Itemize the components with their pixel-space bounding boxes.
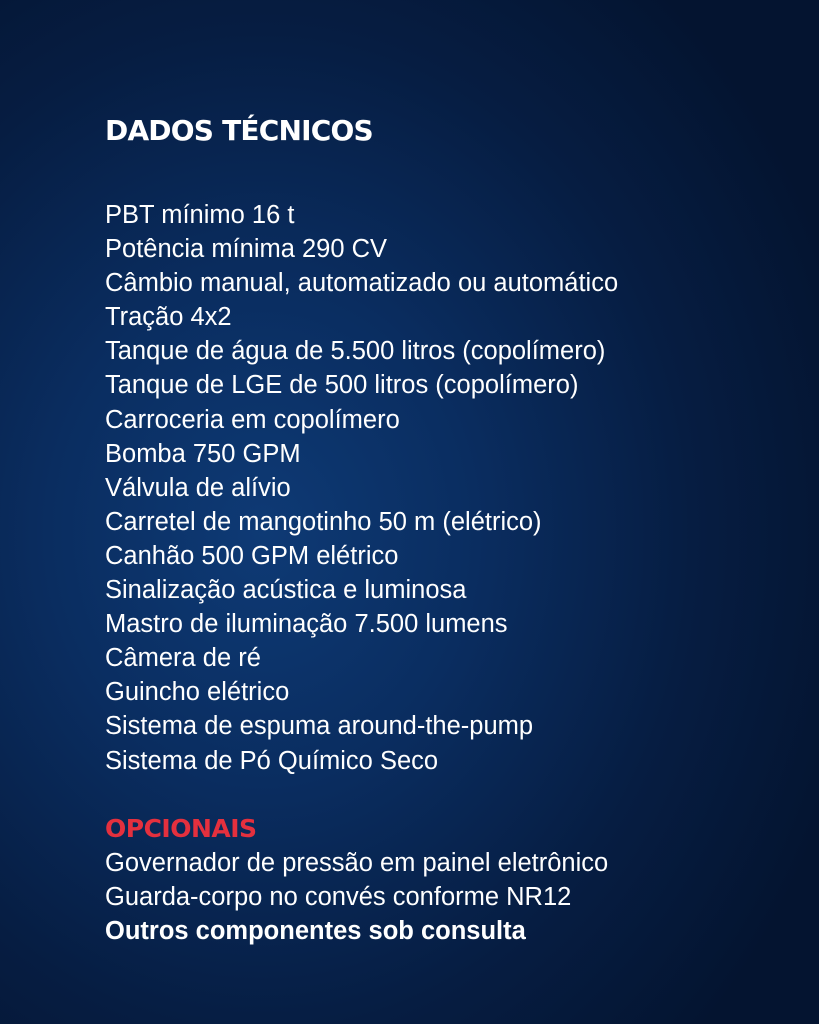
spec-item: PBT mínimo 16 t bbox=[105, 201, 295, 229]
specs-title: DADOS TÉCNICOS bbox=[105, 114, 373, 147]
consult-note: Outros componentes sob consulta bbox=[105, 917, 526, 946]
technical-sheet bbox=[105, 112, 785, 946]
spec-item: Sistema de Pó Químico Seco bbox=[105, 746, 439, 775]
spec-item: Sinalização acústica e luminosa bbox=[105, 576, 467, 605]
spec-item: Guincho elétrico bbox=[105, 678, 290, 707]
spec-item: Potência mínima 290 CV bbox=[105, 235, 388, 264]
spec-item: Canhão 500 GPM elétrico bbox=[105, 541, 399, 570]
spec-item: Bomba 750 GPM bbox=[105, 439, 301, 468]
specs-list bbox=[105, 198, 618, 778]
spec-item: Carroceria em copolímero bbox=[105, 405, 400, 434]
optional-item: Governador de pressão em painel eletrônico bbox=[105, 849, 609, 877]
optional-item: Guarda-corpo no convés conforme NR12 bbox=[105, 883, 572, 912]
optionals-section bbox=[105, 812, 608, 948]
spec-item: Câmera de ré bbox=[105, 644, 261, 673]
optionals-list bbox=[105, 846, 608, 948]
spec-item: Válvula de alívio bbox=[105, 473, 291, 502]
optionals-title: OPCIONAIS bbox=[105, 814, 257, 843]
spec-item: Carretel de mangotinho 50 m (elétrico) bbox=[105, 507, 542, 536]
spec-item: Câmbio manual, automatizado ou automático bbox=[105, 269, 619, 298]
spec-item: Tração 4x2 bbox=[105, 303, 232, 332]
spec-item: Tanque de água de 5.500 litros (copolímero) bbox=[105, 337, 606, 366]
spec-item: Sistema de espuma around-the-pump bbox=[105, 712, 534, 741]
spec-item: Tanque de LGE de 500 litros (copolímero) bbox=[105, 371, 579, 400]
spec-item: Mastro de iluminação 7.500 lumens bbox=[105, 610, 508, 639]
